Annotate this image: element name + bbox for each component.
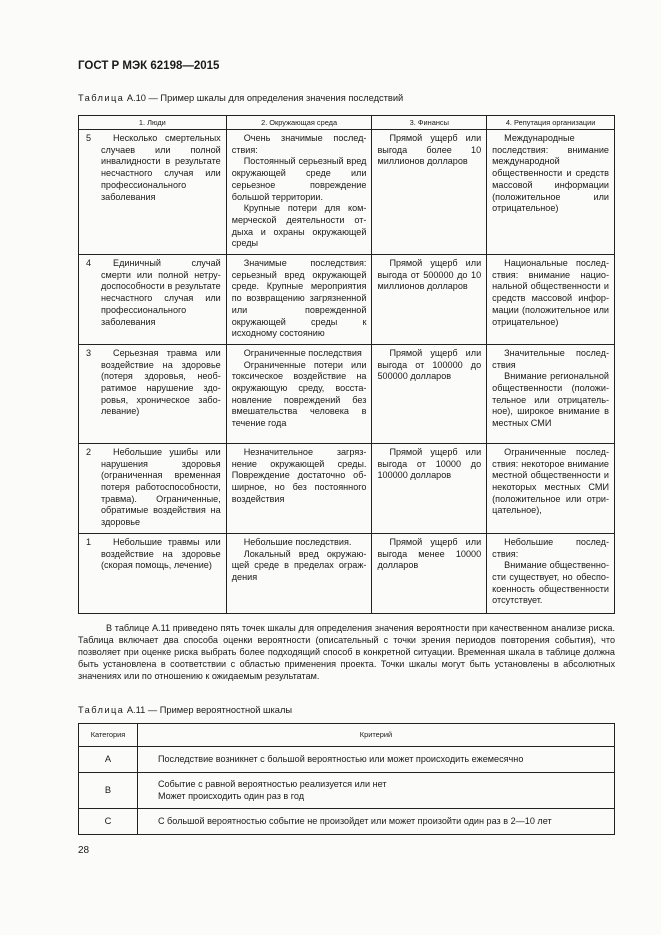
category-cell: C: [79, 809, 138, 835]
cell-paragraph: Небольшие ушибы или нарушения здоровья (ограниченная временная потеря работоспособности, травма). Ограниченные, обратимые воздействия на здоровье: [101, 446, 221, 528]
cell-paragraph: Несколько смертельных случаев или полной инвалидности в результате несчастного случая или профессионального заболевания: [101, 133, 221, 202]
criteria-line: Событие с равной вероятностью реализуется или нет: [157, 778, 387, 789]
cell-paragraph: Прямой ущерб или выгода от 10000 до 100000 долларов: [377, 446, 482, 481]
column-header-people: 1. Люди: [79, 116, 227, 130]
cell-paragraph: Прямой ущерб или выгода менее 10000 долларов: [377, 536, 482, 571]
cell-paragraph: Ограниченные потери или токсическое воздействие на окружающую среду, восстановление повреждений без вмешательства человека в течение года: [231, 359, 367, 429]
cell-paragraph: Ограниченные последствия: некоторое внимание местной общественности и некоторых местных СМИ (положительное или отрицательное),: [492, 446, 609, 516]
cell-environment: [226, 533, 372, 613]
cell-paragraph: Незначительное загрязнение окружающей среды. Повреждение достаточно обширное, но без постоянного воздействия: [231, 446, 367, 504]
cell-text: [101, 258, 221, 328]
table-a11-caption: [78, 705, 292, 715]
cell-paragraph: Небольшие последствия:: [492, 536, 609, 559]
table-a10: [78, 115, 615, 614]
standard-header: ГОСТ Р МЭК 62198—2015: [78, 60, 220, 72]
cell-finance: [372, 344, 487, 443]
severity-level: 1: [86, 536, 92, 547]
table-a11-header-row: [79, 724, 615, 747]
table-row: [79, 809, 615, 835]
cell-paragraph: Внимание региональной общественности (положительное или отрицательное), широкое внимание в местных СМИ: [492, 371, 609, 429]
cell-text: [101, 447, 221, 529]
cell-text: [101, 348, 221, 418]
table-row: [79, 773, 615, 809]
table-row: [79, 130, 615, 255]
category-cell: A: [79, 747, 138, 773]
criteria-cell: [137, 747, 614, 773]
column-header-reputation: 4. Репутация организации: [487, 116, 615, 130]
criteria-line: Может происходить один раз в год: [157, 790, 305, 801]
criteria-line: С большой вероятностью событие не произойдет или может произойти один раз в 2—10 лет: [157, 815, 552, 826]
column-header-environment: 2. Окружающая среда: [226, 116, 372, 130]
cell-environment: [226, 255, 372, 345]
criteria-line: Последствие возникнет с большой вероятностью или может происходить ежемесячно: [157, 753, 524, 764]
column-header-finance: 3. Финансы: [372, 116, 487, 130]
severity-level: 5: [86, 133, 92, 143]
cell-paragraph: Крупные потери для коммерческой деятельности отдыха и охраны окружающей среды: [231, 203, 367, 249]
severity-level: 2: [86, 446, 92, 457]
cell-paragraph: Серьезная травма или воздействие на здоровье (потеря здоровья, необратимое нарушение здоровья, хроническое заболевание): [101, 347, 221, 417]
table-a10-caption: [78, 93, 403, 103]
cell-finance: [372, 533, 487, 613]
table-row: [79, 344, 615, 443]
cell-finance: [372, 255, 487, 345]
criteria-cell: [137, 773, 614, 809]
table-row: [79, 747, 615, 773]
cell-paragraph: Прямой ущерб или выгода от 100000 до 500000 долларов: [377, 347, 482, 382]
severity-level: 4: [86, 258, 92, 269]
cell-paragraph: Локальный вред окружающей среде в пределах ограждения: [231, 548, 367, 582]
cell-reputation: [487, 130, 615, 255]
cell-finance: [372, 130, 487, 255]
table-row: [79, 443, 615, 533]
table-a10-caption-text: А.10 — Пример шкалы для определения значения последствий: [124, 93, 404, 103]
cell-paragraph: Постоянный серьезный вред окружающей среде или серьезное повреждение большой территории.: [231, 156, 367, 202]
cell-paragraph: Национальные последствия: внимание национальной общественности и средств массовой информации (положительное или отрицательное): [492, 258, 609, 327]
cell-environment: [226, 443, 372, 533]
cell-paragraph: Значимые последствия: серьезный вред окружающей среде. Крупные мероприятия по возвращению загрязненной или поврежденной окружающей среды к исходному состоянию: [231, 258, 367, 339]
category-cell: B: [79, 773, 138, 809]
table-a10-caption-label: Таблица: [78, 93, 125, 103]
cell-text: [101, 537, 221, 572]
cell-people: [79, 443, 227, 533]
cell-paragraph: Значительные последствия: [492, 347, 609, 370]
body-paragraph: В таблице А.11 приведено пять точек шкалы для определения значения вероятности при качественном анализе риска. Таблица включает два способа оценки вероятности (описательный с точки зрения периодов повторения события), что позволяет при оценке риска выбрать более подходящий способ в конкретной ситуации. Временная шкала в таблице должна быть установлена в соответствии с областью применения проекта. Точки шкалы могут быть установлены в абсолютных значениях или по отношению к ожидаемым результатам.: [78, 623, 615, 682]
cell-reputation: [487, 255, 615, 345]
table-a11: [78, 723, 615, 835]
table-row: [79, 533, 615, 613]
cell-reputation: [487, 443, 615, 533]
cell-people: [79, 130, 227, 255]
cell-people: [79, 344, 227, 443]
column-header-category: Категория: [79, 724, 138, 747]
table-a10-header-row: [79, 116, 615, 130]
table-a11-caption-label: Таблица: [78, 705, 125, 715]
cell-text: [101, 133, 221, 203]
cell-people: [79, 533, 227, 613]
cell-paragraph: Международные последствия: внимание международной общественности и средств массовой информации (положительное или отрицательное): [492, 133, 609, 214]
cell-paragraph: Небольшие травмы или воздействие на здоровье (скорая помощь, лечение): [101, 536, 221, 571]
cell-environment: [226, 344, 372, 443]
page-number: 28: [78, 845, 90, 856]
cell-paragraph: Прямой ущерб или выгода от 500000 до 10 миллионов долларов: [377, 258, 482, 292]
cell-paragraph: Единичный случай смерти или полной нетрудоспособности в результате несчастного случая или профессионального заболевания: [101, 258, 221, 327]
column-header-criteria: Критерий: [137, 724, 614, 747]
table-row: [79, 255, 615, 345]
cell-paragraph: Ограниченные последствия: [243, 347, 362, 358]
criteria-cell: [137, 809, 614, 835]
cell-environment: [226, 130, 372, 255]
cell-people: [79, 255, 227, 345]
cell-paragraph: Внимание общественности существует, но обеспокоенность общественности отсутствует.: [492, 560, 609, 606]
cell-paragraph: Небольшие последствия.: [243, 536, 352, 547]
cell-finance: [372, 443, 487, 533]
cell-paragraph: Очень значимые последствия:: [231, 133, 367, 155]
cell-paragraph: Прямой ущерб или выгода более 10 миллионов долларов: [377, 133, 482, 167]
cell-reputation: [487, 533, 615, 613]
severity-level: 3: [86, 347, 92, 358]
cell-reputation: [487, 344, 615, 443]
table-a11-caption-text: А.11 — Пример вероятностной шкалы: [124, 705, 293, 715]
